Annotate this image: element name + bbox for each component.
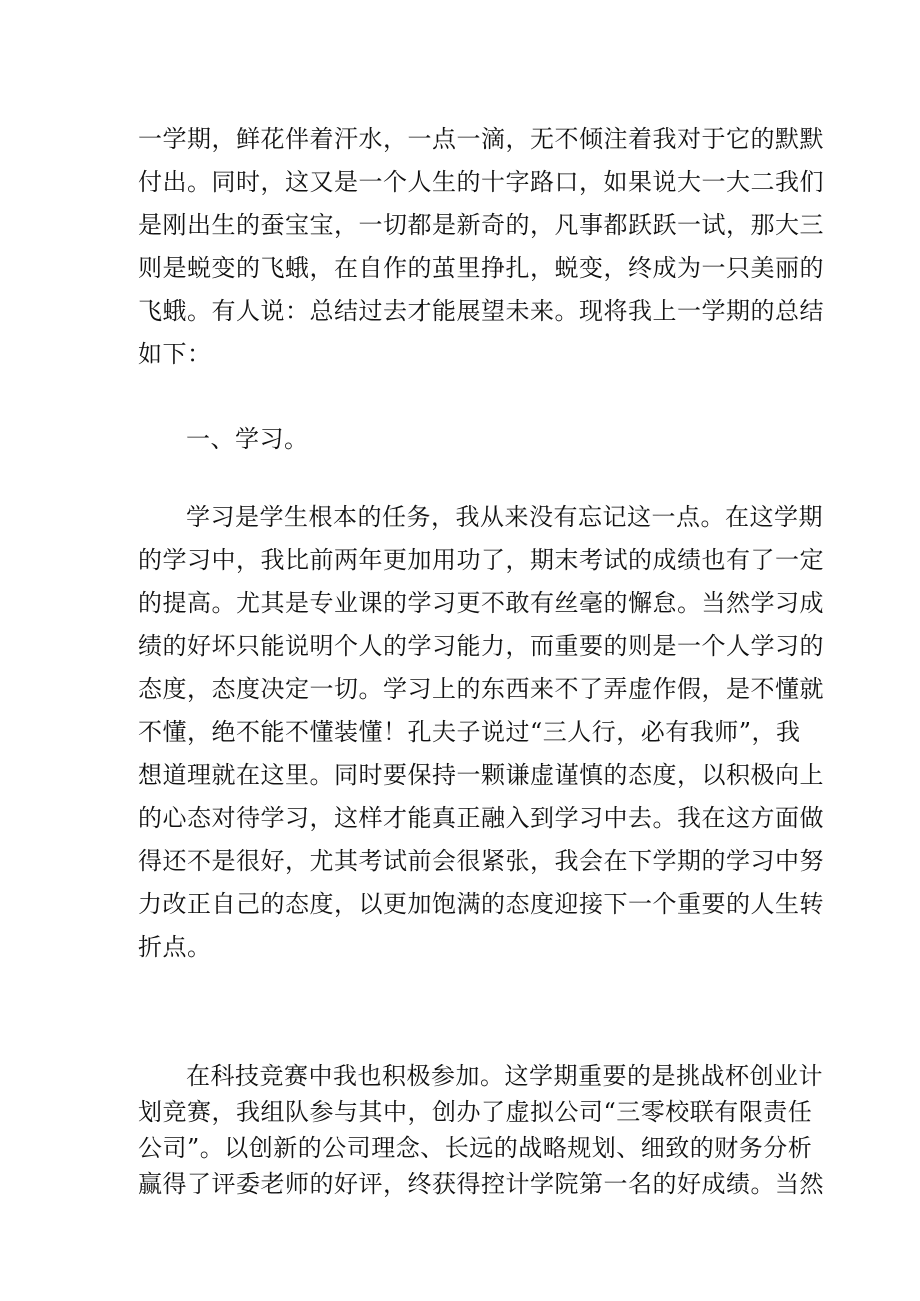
- text-line: 在科技竞赛中我也积极参加。这学期重要的是挑战杯创业计: [186, 1062, 823, 1090]
- text-line: 态度，态度决定一切。学习上的东西来不了弄虚作假，是不懂就: [138, 675, 824, 703]
- text-line: 得还不是很好，尤其考试前会很紧张，我会在下学期的学习中努: [138, 847, 824, 875]
- text-line: 绩的好坏只能说明个人的学习能力，而重要的则是一个人学习的: [138, 632, 824, 660]
- text-line: 想道理就在这里。同时要保持一颗谦虚谨慎的态度，以积极向上: [138, 761, 824, 789]
- text-line: 划竞赛，我组队参与其中，创办了虚拟公司“三零校联有限责任: [138, 1098, 813, 1126]
- text-line: 付出。同时，这又是一个人生的十字路口，如果说大一大二我们: [138, 168, 824, 196]
- text-line: 不懂，绝不能不懂装懂！孔夫子说过“三人行，必有我师”，我: [138, 718, 801, 746]
- text-line: 飞蛾。有人说：总结过去才能展望未来。现将我上一学期的总结: [138, 297, 824, 325]
- text-line: 的心态对待学习，这样才能真正融入到学习中去。我在这方面做: [138, 804, 824, 832]
- text-line: 则是蜕变的飞蛾，在自作的茧里挣扎，蜕变，终成为一只美丽的: [138, 254, 824, 282]
- text-line: 的提高。尤其是专业课的学习更不敢有丝毫的懈怠。当然学习成: [138, 589, 824, 617]
- competition-paragraph: [138, 1058, 824, 1202]
- text-line: 是刚出生的蚕宝宝，一切都是新奇的，凡事都跃跃一试，那大三: [138, 211, 824, 239]
- text-line: 一学期，鲜花伴着汗水，一点一滴，无不倾注着我对于它的默默: [138, 125, 824, 153]
- text-line: 学习是学生根本的任务，我从来没有忘记这一点。在这学期: [186, 503, 823, 531]
- text-line: 如下：: [138, 340, 212, 368]
- text-line: 折点。: [138, 933, 212, 961]
- text-line: 公司”。以创新的公司理念、长远的战略规划、细致的财务分析: [138, 1134, 813, 1162]
- study-paragraph: [138, 496, 824, 969]
- intro-paragraph: [138, 118, 824, 376]
- heading-text: 一、学习。: [186, 425, 309, 453]
- text-line: 赢得了评委老师的好评，终获得控计学院第一名的好成绩。当然: [138, 1170, 824, 1198]
- text-line: 力改正自己的态度，以更加饱满的态度迎接下一个重要的人生转: [138, 890, 824, 918]
- text-line: 的学习中，我比前两年更加用功了，期末考试的成绩也有了一定: [138, 546, 824, 574]
- section-heading: [138, 418, 788, 461]
